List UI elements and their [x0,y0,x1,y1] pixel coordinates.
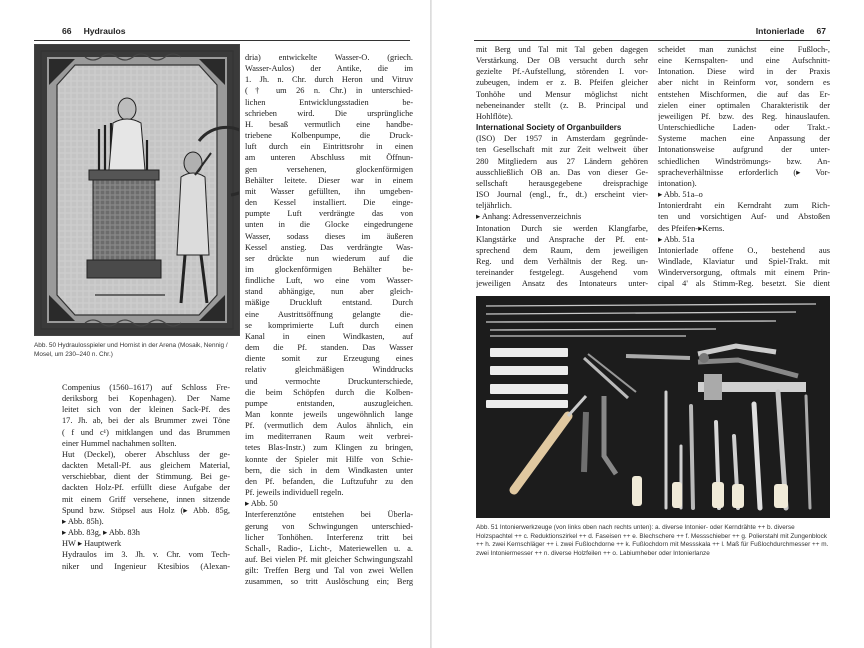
text-line: Behälter leitete. Dieser war in einem [245,175,413,185]
text-line: Kanal in einen Windkasten, auf [245,331,413,341]
text-line: ▸ Abb. 85h). [62,516,104,526]
text-line: ausschließlich OB an. Das von dieser Ge- [476,167,648,177]
text-line: Intonation. Diese wird in der Praxis [658,67,830,77]
right-running-title: Intonierlade [755,26,805,36]
figure-50-label: Abb. 50 [34,342,57,349]
text-line: die beim Schöpfen durch die Kolben- [245,387,413,397]
text-line: Intonationsweise aufgrund der unter- [658,145,830,155]
text-line: gilt: Treffen Berg und Tal von zwei Wellen [245,566,413,576]
text-line: dackten Holz-Pf. erfüllt diese Aufgabe der [62,483,230,493]
entry-interferenztoene: Interferenztöne entstehen bei Überla- [245,510,413,520]
cross-reference: ▸ Anhang: Adressenverzeichnis [476,212,582,222]
text-line: dem die Pf. standen. Das Wasser [245,343,413,353]
text-line: lichen Entwicklungsstadien be- [245,97,413,107]
figure-51-label: Abb. 51 [476,524,499,531]
text-line: bern, die sich in dem Windkasten unter [245,465,413,475]
text-line: Tonhöhe und Mensur möglichst nicht [476,89,648,99]
right-running-head [756,26,826,36]
text-line: sprechend dem Raum, dem jeweiligen [476,245,648,255]
text-line: deriksborg bei Kopenhagen). Der Name [62,394,230,404]
entry-hut: Hut (Deckel), oberer Abschluss der ge- [62,449,230,459]
text-line: niker und Ingenieur Ktesibios (Alexan- [62,561,230,571]
left-running-head [62,26,126,36]
text-line: den Kessel installiert. Die einge- [245,198,413,208]
text-line: verschiebbar, dient der Stimmung. Bei ge- [62,472,230,482]
right-page [432,0,864,648]
figure-50-caption [34,342,242,359]
text-line: im glockenförmigen Behälter be- [245,264,413,274]
text-line: H. besaß vermutlich eine handbe- [245,119,413,129]
text-line: Hohlflöte). [476,111,513,121]
text-line: am unteren Abschluss mit Öffnun- [245,153,413,163]
text-line: eine Austrittsöffnung gelangte die- [245,309,413,319]
text-line: Man konnte jeweils ungewöhnlich lange [245,410,413,419]
text-line: findliche Luft, wo eine vom Wasser- [245,276,413,286]
text-line: Winderversorgung, oftmals mit einem Prin- [658,268,830,278]
text-line: cipal 4' als Stimm-Reg. besetzt. Sie dient [658,279,830,289]
text-line: konnte der Spieler mit Hilfe von Schie- [245,454,413,464]
text-line: relativ gleichmäßigen Winddrucks [245,365,413,375]
text-line: Pf. (vermutlich dem Aulos ähnlich, ein [245,421,413,431]
text-line: 17. Jh. ab, bei der als Brummer zwei Töne [62,416,230,426]
text-line: auf. Bei vielen Pf. mit gleicher Schwingungszahl [245,555,413,565]
text-line: ten und vorsichtigen Auf- und Abstoßen [658,212,830,222]
text-line: des Pfeifen-▸Kerns. [658,223,725,233]
left-page-number: 66 [62,26,72,36]
text-line: Windlade, Klaviatur und Spiel-Trakt. mit [658,256,830,266]
text-line: nebeneinander stellt (z. B. Principal und [476,100,648,110]
text-line: spracheverhältnisse erforderlich (▸ Vor- [658,167,830,177]
text-line: Wasser-Aulos) der Antike, die im [245,64,413,74]
text-line: tetes Blas-Instr.) zum Klingen zu bringen, [245,443,413,453]
text-line: triebene Kolbenpumpe, die Druck- [245,131,413,141]
text-line: eine Kernspalten- und eine Aufschnitt- [658,56,830,66]
text-line: gezielte Pf.-Aufstellung, störenden I. vor- [476,67,648,77]
left-header-rule [34,40,410,41]
text-line: 280 Mitgliedern aus 27 Ländern gehören [476,156,648,166]
text-line: se komprimierte Luft durch einen [245,320,413,330]
text-line: ser drückte nun wiederum auf die [245,253,413,263]
text-line: Unterschiedliche Laden- oder Trakt.- [658,123,830,133]
text-line: jeweiligen Ansatz des Intonateurs unter- [476,279,648,289]
text-line: Klangstärke und Ansprache der Pf. ent- [476,234,648,244]
text-line: im mediterranen Raum weit verbrei- [245,432,413,442]
text-line: zubeugen, indem er z. B. Pfeifen gleicher [476,78,648,88]
text-line: gerung von Schwingungen unterschied- [245,521,413,531]
entry-intonierlade: Intonierlade offene O., bestehend aus [658,245,830,255]
text-line: zielen einer optimalen Charakteristik der [658,100,830,110]
text-line: leitet sich von der kleinen Sack-Pf. des [62,405,230,415]
text-line: ( f und c¹) mitklangen und das Brummen [62,427,230,437]
cross-reference: ▸ Abb. 51a–o [658,190,703,200]
text-line: zusammen, so tritt Auslöschung ein; Berg [245,577,413,587]
text-line: scheidet man zunächst eine Fußloch-, [658,45,830,54]
text-line: dria) entwickelte Wasser-O. (griech. [245,53,413,62]
text-line: Wasser, sodass dieses im äußeren [245,231,413,241]
text-line: Pf. jeweils individuell regeln. [245,488,344,498]
figure-50-text: Hydraulosspieler und Hornist in der Arena (Mosaik, Nennig / Mosel, um 230–240 n. Chr.) [34,342,228,358]
text-line: sellschaft herausgegebene dreisprachige [476,178,648,188]
text-line: (ISO) Der 1957 in Amsterdam gegründe- [476,134,648,144]
text-line: mit einem Griff versehene, innen sitzende [62,494,230,504]
text-line: pumpte Luft verdrängte das von [245,209,413,219]
cross-reference: ▸ Abb. 50 [245,499,278,509]
text-line: tereinander festgelegt. Ausgehend vom [476,268,648,278]
right-page-column-1 [476,44,648,289]
mosaic-image [35,45,239,335]
text-line: entstehen Mischformen, die auf das Er- [658,89,830,99]
left-running-title: Hydraulos [83,26,126,36]
right-header-rule [474,40,830,41]
text-line: einer Hummel nachahmen sollten. [62,438,177,448]
entry-hydraulos: Hydraulos im 3. Jh. v. Chr. vom Tech- [62,550,230,560]
text-line: aber nicht in Reinform vor, sondern es [658,78,830,88]
text-line: Reg. und dem Verhältnis der Reg. un- [476,256,648,266]
figure-51-text: Intonierwerkzeuge (von links oben nach rechts unten): a. diverse Intonier- oder Kerndrähte ++ b. diverse Holzspachtel ++ c. Reduktionszirkel ++ d. Faseisen ++ e. Blechschere ++ f. Messschieber ++ g. Polierstahl mit Zungenblock ++ h. zwei Kernschläger ++ i. zwei Fußlochdorne ++ k. Fußlochdorn mit Messskala ++ l. Maß für Fußlochdurchmesser ++ m. zwei Intoniermesser ++ n. diverse Holzfeilen ++ o. Labiumheber oder Intonierlanze [476,524,829,557]
entry-intonierdraht: Intonierdraht ein Kerndraht zum Rich- [658,201,830,211]
text-line: mäßige Druckluft entstand. Durch [245,298,413,308]
text-line: Schall-, Radio-, Licht-, Materiewellen u. a. [245,543,413,553]
text-line: den Pf. befanden, die Luftzufuhr zu den [245,476,413,486]
text-line: Systeme machen eine Anpassung der [658,134,830,144]
text-line: Compenius (1560–1617) auf Schloss Fre- [62,383,230,392]
intonation-tools-image [476,296,830,518]
text-line: luft durch ein Eintrittsrohr in einen [245,142,413,152]
text-line: († um 26 n. Chr.) in unterschied- [245,86,413,96]
cross-reference: ▸ Abb. 51a [658,234,695,244]
text-line: ten Gesellschaft mit zur Zeit weltweit über [476,145,648,155]
text-line: intonation). [658,178,697,188]
text-line: jeweiligen Pf. bzw. des Reg. hinauslaufen. [658,111,830,121]
text-line: Verstärkung. Der OB versucht durch sehr [476,56,648,66]
text-line: unten in die Glocke eingedrungene [245,220,413,230]
text-line: Kessel anstieg. Das verdrängte Was- [245,242,413,252]
text-line: dackten Metall-Pf. aus gleichem Material, [62,461,230,471]
figure-51-caption [476,524,832,558]
text-line: gen versehenen, glockenförmigen [245,164,413,174]
text-line: ISO Journal (engl., fr., dt.) erscheint vier- [476,190,648,200]
right-page-column-2 [658,44,830,289]
text-line: diente somit zur Erzeugung eines [245,354,413,364]
text-line: schiedlichen Windströmungs- bzw. An- [658,156,830,166]
text-line: 1. Jh. n. Chr. durch Heron und Vitruv [245,75,413,85]
text-line: mit Wasser gefüllten, ihn umgeben- [245,186,413,196]
entry-hw: HW ▸ Hauptwerk [62,539,122,549]
mosaic-figure [34,44,240,336]
entry-iso: International Society of Organbuilders [476,123,622,133]
text-line: pumpe entstanden, auszugleichen. [245,398,413,408]
text-line: stand abhängige, nun aber gleich- [245,287,413,297]
text-line: Spund bzw. Stöpsel aus Holz (▸ Abb. 85g, [62,505,230,515]
text-line: teljährlich. [476,201,512,211]
text-line: schrieben wird. Die ursprüngliche [245,108,413,118]
tools-photo [476,296,830,518]
right-page-number: 67 [816,26,826,36]
entry-intonation: Intonation Durch sie werden Klangfarbe, [476,223,648,233]
text-line: mit Berg und Tal mit Tal geben dagegen [476,45,648,54]
left-page-column-2 [245,52,413,588]
cross-reference: ▸ Abb. 83g, ▸ Abb. 83h [62,528,140,538]
text-line: licher Tonhöhen. Interferenz tritt bei [245,532,413,542]
text-line: und vermochte Druckunterschiede, [245,376,413,386]
left-page-column-1 [62,382,230,572]
